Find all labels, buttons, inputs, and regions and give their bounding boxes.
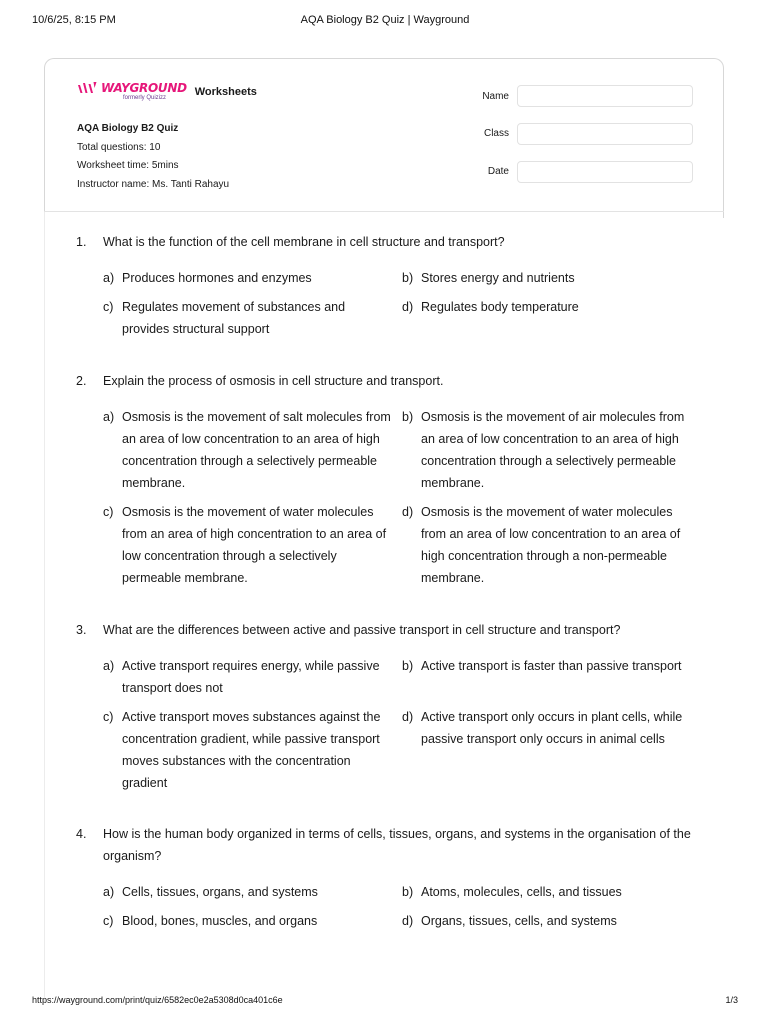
header-divider bbox=[44, 211, 724, 212]
logo-subtitle: formerly Quizizz bbox=[123, 95, 167, 101]
logo-wordmark: WAYGROUND bbox=[101, 81, 187, 95]
option-b: b) Stores energy and nutrients bbox=[402, 271, 575, 285]
total-questions: Total questions: 10 bbox=[77, 141, 161, 153]
question-text: What is the function of the cell membrane in cell structure and transport? bbox=[103, 235, 505, 249]
print-timestamp: 10/6/25, 8:15 PM bbox=[32, 14, 116, 26]
brand-row bbox=[77, 81, 257, 101]
question-3 bbox=[76, 619, 706, 794]
option-b: b) Osmosis is the movement of air molecules from an area of low concentration to an area of high concentration through a selectively permeable membrane. bbox=[402, 410, 685, 490]
page-left-rule bbox=[44, 212, 45, 1002]
print-header bbox=[32, 14, 738, 30]
option-c: c) Osmosis is the movement of water molecules from an area of high concentration to an area of low concentration through a selectively permeable membrane. bbox=[103, 505, 387, 585]
question-2 bbox=[76, 370, 706, 589]
option-a: a) Active transport requires energy, while passive transport does not bbox=[103, 659, 380, 695]
wayground-logo-icon bbox=[77, 82, 97, 94]
name-field[interactable] bbox=[517, 85, 693, 107]
print-footer bbox=[32, 995, 738, 1005]
question-number: 3. bbox=[76, 623, 87, 637]
option-b: b) Atoms, molecules, cells, and tissues bbox=[402, 885, 622, 899]
wayground-logo bbox=[77, 81, 187, 101]
class-field[interactable] bbox=[517, 123, 693, 145]
class-label: Class bbox=[483, 128, 509, 139]
instructor-name: Instructor name: Ms. Tanti Rahayu bbox=[77, 178, 230, 190]
option-a: a) Cells, tissues, organs, and systems bbox=[103, 885, 318, 899]
question-text: What are the differences between active and passive transport in cell structure and transport? bbox=[103, 623, 621, 637]
question-text: Explain the process of osmosis in cell structure and transport. bbox=[103, 374, 444, 388]
worksheet-time: Worksheet time: 5mins bbox=[77, 160, 179, 171]
option-c: c) Active transport moves substances against the concentration gradient, while passive transport moves substances with the concentration gradient bbox=[103, 710, 381, 790]
option-c: c) Blood, bones, muscles, and organs bbox=[103, 914, 318, 928]
option-d: d) Regulates body temperature bbox=[402, 300, 579, 314]
worksheet-header-card bbox=[44, 58, 724, 218]
date-field[interactable] bbox=[517, 161, 693, 183]
question-number: 4. bbox=[76, 827, 87, 841]
option-d: d) Active transport only occurs in plant cells, while passive transport only occurs in animal cells bbox=[402, 710, 683, 746]
option-a: a) Produces hormones and enzymes bbox=[103, 271, 312, 285]
question-text: How is the human body organized in terms of cells, tissues, organs, and systems in the organisation of the organism? bbox=[103, 827, 691, 863]
answer-options bbox=[103, 267, 706, 340]
section-title: Worksheets bbox=[194, 86, 257, 98]
page-number: 1/3 bbox=[725, 995, 738, 1005]
option-d: d) Organs, tissues, cells, and systems bbox=[402, 914, 617, 928]
option-b: b) Active transport is faster than passive transport bbox=[402, 659, 682, 673]
print-title: AQA Biology B2 Quiz | Wayground bbox=[300, 14, 470, 26]
answer-options bbox=[103, 881, 706, 932]
option-c: c) Regulates movement of substances and provides structural support bbox=[103, 300, 346, 336]
option-d: d) Osmosis is the movement of water molecules from an area of low concentration to an area of high concentration through a non-permeable membrane. bbox=[402, 505, 681, 585]
date-label: Date bbox=[487, 166, 509, 177]
print-url[interactable]: https://wayground.com/print/quiz/6582ec0e2a5308d0ca401c6e bbox=[32, 995, 283, 1005]
quiz-title: AQA Biology B2 Quiz bbox=[77, 123, 179, 134]
option-a: a) Osmosis is the movement of salt molecules from an area of low concentration to an area of high concentration through a selectively permeable membrane. bbox=[103, 410, 391, 490]
name-label: Name bbox=[482, 91, 509, 102]
question-number: 1. bbox=[76, 235, 87, 249]
quiz-meta bbox=[77, 120, 229, 194]
answer-options bbox=[103, 406, 706, 589]
answer-options bbox=[103, 655, 706, 794]
question-number: 2. bbox=[76, 374, 87, 388]
question-4 bbox=[76, 823, 706, 932]
question-1 bbox=[76, 231, 706, 340]
